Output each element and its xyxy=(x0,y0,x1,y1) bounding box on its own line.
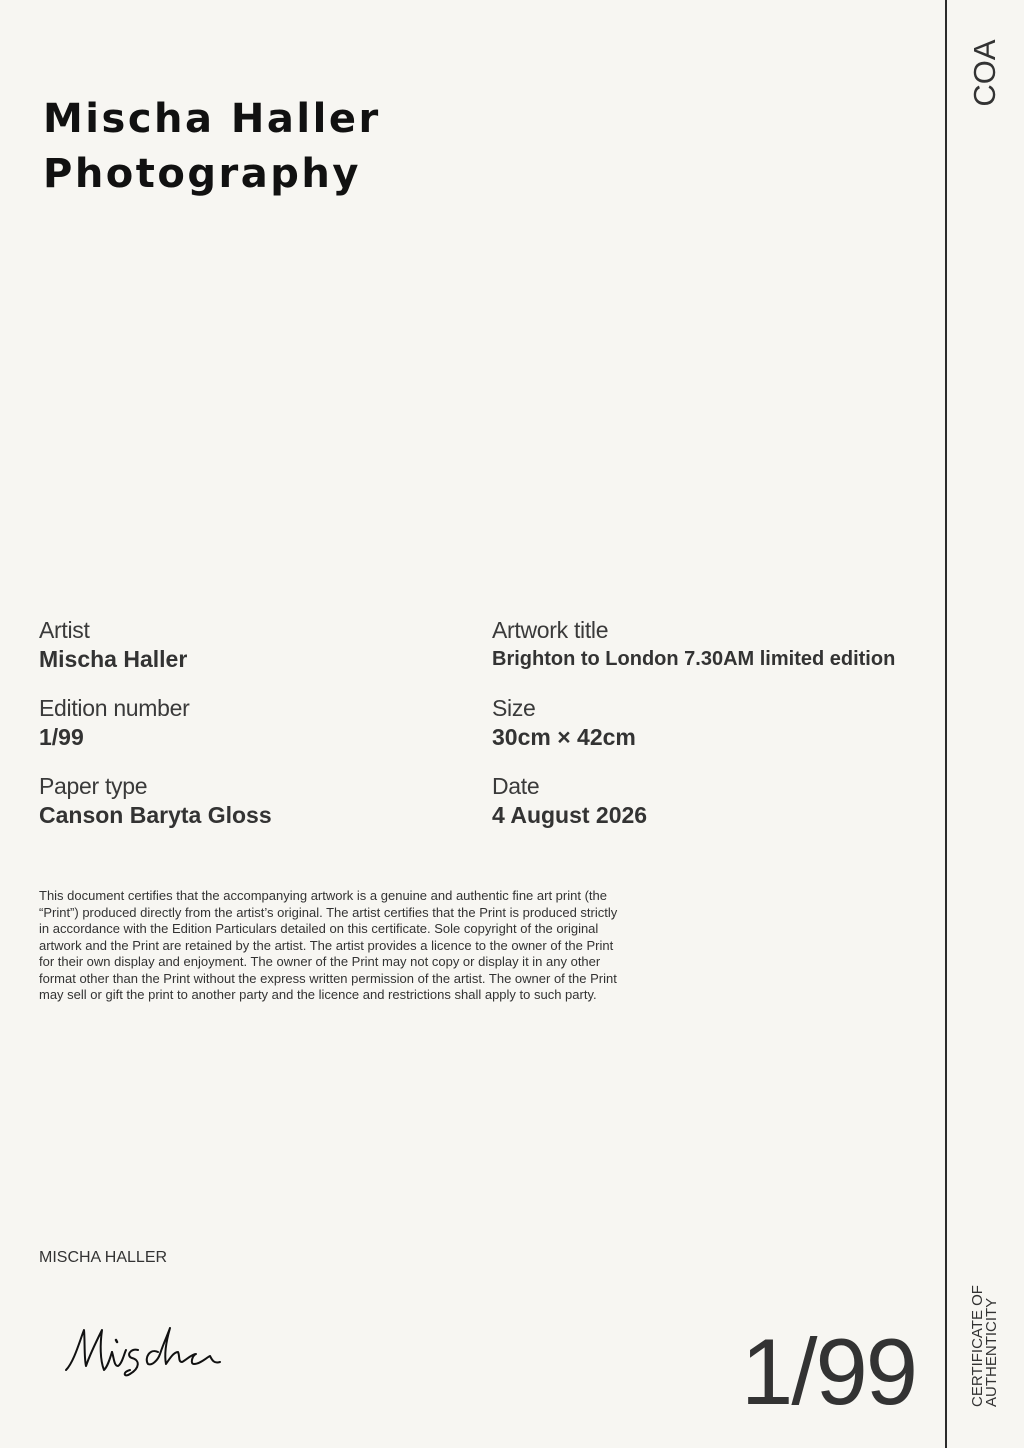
size-field xyxy=(492,694,636,752)
certificate-line-1: CERTIFICATE OF xyxy=(969,1285,986,1407)
artist-name-caption: MISCHA HALLER xyxy=(39,1249,168,1266)
paper-type-value: Canson Baryta Gloss xyxy=(39,802,272,828)
artist-field xyxy=(39,616,187,674)
brand-title xyxy=(43,92,463,202)
artist-signature xyxy=(60,1318,230,1393)
coa-label: COA xyxy=(967,39,1002,107)
size-value: 30cm × 42cm xyxy=(492,724,636,750)
artist-label: Artist xyxy=(39,617,90,643)
artist-value: Mischa Haller xyxy=(39,646,188,672)
edition-number-field xyxy=(39,694,190,752)
date-field xyxy=(492,772,647,830)
certificate-of-authenticity-label xyxy=(971,1285,999,1407)
large-edition-number: 1/99 xyxy=(741,1319,916,1424)
sidebar-divider xyxy=(945,0,947,1448)
brand-line-1: Mischa Haller xyxy=(43,96,381,142)
paper-type-field xyxy=(39,772,272,830)
size-label: Size xyxy=(492,695,536,721)
legal-text: This document certifies that the accompanying artwork is a genuine and authentic fine art print (the “Print”) produced directly from the artist’s original. The artist certifies that the Print is produced strictly in accordance with the Edition Particulars detailed on this certificate. Sole copyright of the original artwork and the Print are retained by the artist. The artist provides a licence to the owner of the Print for their own display and enjoyment. The owner of the Print may not copy or display it in any other format other than the Print without the express written permission of the artist. The owner of the Print may sell or gift the print to another party and the licence and restrictions shall apply to such party. xyxy=(39,888,618,1002)
date-value: 4 August 2026 xyxy=(492,802,648,828)
artwork-title-field xyxy=(492,616,895,674)
date-label: Date xyxy=(492,773,540,799)
certificate-line-2: AUTHENTICITY xyxy=(983,1297,1000,1407)
artwork-title-label: Artwork title xyxy=(492,617,609,643)
edition-number-label: Edition number xyxy=(39,695,190,721)
signature-drawing xyxy=(60,1318,230,1388)
edition-number-value: 1/99 xyxy=(39,724,84,750)
brand-line-2: Photography xyxy=(43,151,361,197)
paper-type-label: Paper type xyxy=(39,773,148,799)
artwork-title-value: Brighton to London 7.30AM limited edition xyxy=(492,648,896,670)
